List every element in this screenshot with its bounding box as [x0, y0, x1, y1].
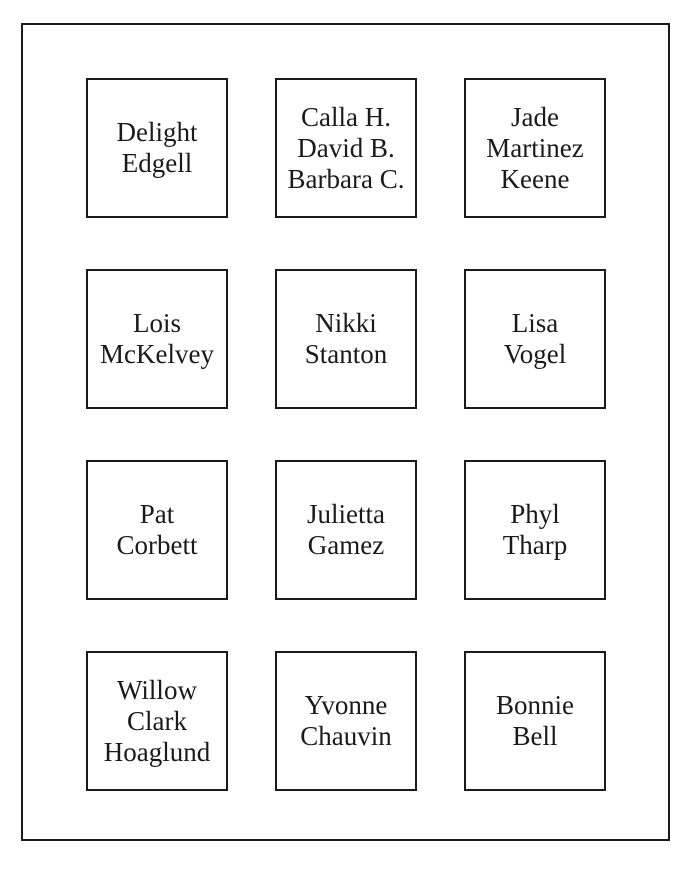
outer-frame: [21, 23, 670, 841]
name-box: Lois McKelvey: [86, 269, 228, 409]
name-box: Pat Corbett: [86, 460, 228, 600]
name-box-grid: [86, 78, 606, 791]
name-box: Bonnie Bell: [464, 651, 606, 791]
name-box: Yvonne Chauvin: [275, 651, 417, 791]
name-box: Julietta Gamez: [275, 460, 417, 600]
name-box: Phyl Tharp: [464, 460, 606, 600]
name-box: Calla H. David B. Barbara C.: [275, 78, 417, 218]
name-box: Nikki Stanton: [275, 269, 417, 409]
name-box: Jade Martinez Keene: [464, 78, 606, 218]
name-box: Willow Clark Hoaglund: [86, 651, 228, 791]
name-box: Delight Edgell: [86, 78, 228, 218]
name-box: Lisa Vogel: [464, 269, 606, 409]
